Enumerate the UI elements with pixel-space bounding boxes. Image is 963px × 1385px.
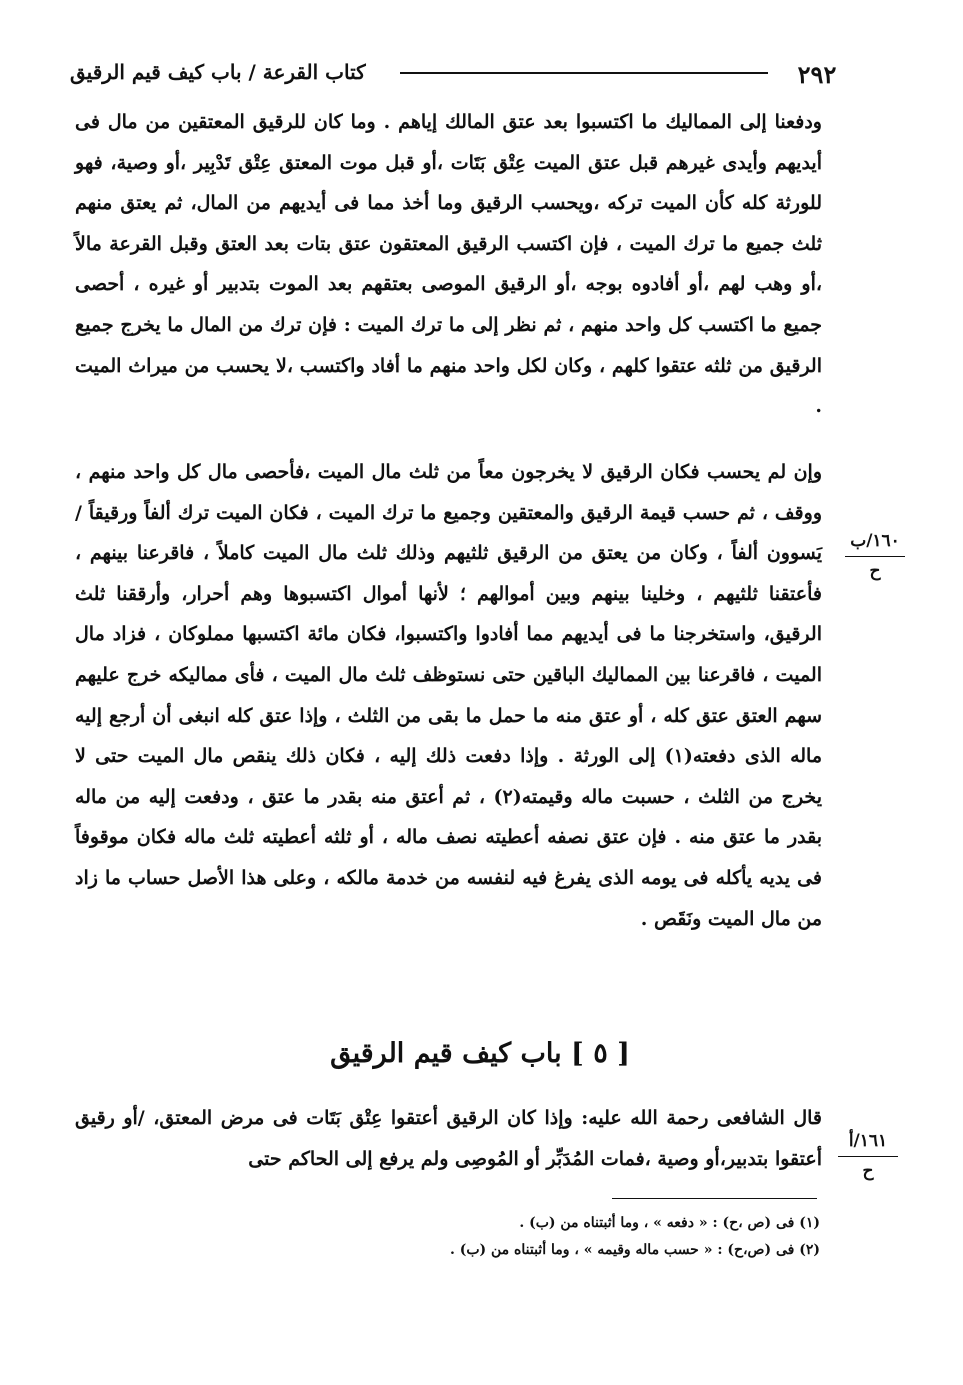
footnote-rule bbox=[612, 1198, 817, 1199]
margin-note-2-folio: ١٦١/أ bbox=[848, 1131, 888, 1151]
section-heading: [ ٥ ] باب كيف قيم الرقيق bbox=[330, 1038, 630, 1069]
margin-note-1-source: ح bbox=[869, 561, 881, 581]
margin-note-2 bbox=[838, 1130, 898, 1181]
paragraph-3 bbox=[75, 1098, 822, 1188]
paragraph-1 bbox=[75, 102, 822, 442]
margin-note-2-rule bbox=[838, 1156, 898, 1157]
footnote-2: (٢) فى (ص،ح) : « حسب ماله وقيمه » ، وما أثبتناه من (ب) . bbox=[449, 1242, 820, 1258]
margin-note-1 bbox=[845, 530, 905, 581]
margin-note-2-source: ح bbox=[862, 1161, 874, 1181]
running-title: كتاب القرعة / باب كيف قيم الرقيق bbox=[70, 60, 366, 84]
paragraph-3-text: قال الشافعى رحمة الله عليه: وإذا كان الرقيق أعتقوا عِتْق بَتَات فى مرض المعتق، /أو رقيق أعتقوا بتدبير،أو وصية ،فمات المُدَبِّر أو المُوصِى ولم يرفع إلى الحاكم حتى bbox=[75, 1107, 822, 1170]
header-rule bbox=[400, 72, 768, 74]
page-number: ٢٩٢ bbox=[797, 60, 837, 89]
margin-note-1-folio: ١٦٠/ب bbox=[850, 531, 900, 551]
paragraph-1-text: ودفعنا إلى المماليك ما اكتسبوا بعد عتق المالك إياهم . وما كان للرقيق المعتقين من مال فى أيديهم وأيدى غيرهم قبل عتق الميت عِتْق بَتَات ،أو قبل موت المعتق عِتْق تَدْبِير ،أو وصية، فهو للورثة كله كأن الميت تركه ،ويحسب الرقيق وما أخذ مما فى أيديهم من المال، ثم يعتق منهم ثلث جميع ما ترك الميت ، فإن اكتسب الرقيق المعتقون عتق بتات بعد العتق وقبل القرعة مالاً ،أو وهب لهم ،أو أفادوه بوجه ،أو الرقيق الموصى بعتقهم بعد الموت بتدبير أو غيره ، أحصى جميع ما اكتسب كل واحد منهم ، ثم نظر إلى ما ترك الميت : فإن ترك من المال ما يخرج جميع الرقيق من ثلثه عتقوا كلهم ، وكان لكل واحد منهم ما أفاد واكتسب ،لا يحسب من ميراث الميت . bbox=[75, 111, 822, 418]
footnotes bbox=[300, 1210, 820, 1264]
footnote-1: (١) فى (ص ،ح) : « دفعه » ، وما أثبتناه من (ب) . bbox=[519, 1215, 820, 1231]
paragraph-2-text: وإن لم يحسب فكان الرقيق لا يخرجون معاً من ثلث مال الميت ،فأحصى مال كل واحد منهم ، ووقف ، ثم حسب قيمة الرقيق والمعتقين وجميع ما ترك الميت ، فكان الميت ترك ألفاً ورقيقاً / يَسوون ألفاً ، وكان من يعتق من الرقيق ثلثيهم وذلك ثلث مال الميت كاملاً ، فاقرعنا بينهم ، فأعتقنا ثلثيهم ، وخلينا بينهم وبين أموالهم ؛ لأنها أموال اكتسبوها وهم أحرار، وأرققنا ثلث الرقيق، واستخرجنا ما فى أيديهم مما أفادوا واكتسبوا، فكان مائة اكتسبها مملوكان ، فزاد مال الميت ، فاقرعنا بين المماليك الباقين حتى نستوظف ثلث مال الميت ، فأى مماليكه خرج عليهم سهم العتق عتق كله ، أو عتق منه ما حمل ما بقى من الثلث ، وإذا عتق كله انبغى أن أرجع إليه ماله الذى دفعته(١) إلى الورثة . وإذا دفعت ذلك إليه ، فكان ذلك ينقص مال الميت حتى لا يخرج من الثلث ، حسبت ماله وقيمته(٢) ، ثم أعتق منه بقدر ما عتق ، ودفعت إليه من ماله بقدر ما عتق منه . فإن عتق نصفه أعطيته نصف ماله ، أو ثلثه أعطيته ثلث ماله فكان موقوفاً فى يديه يأكله فى يومه الذى يفرغ فيه لنفسه من خدمة مالكه ، وعلى هذا الأصل حساب ما زاد من مال الميت ونَقَص . bbox=[75, 461, 823, 930]
margin-note-1-rule bbox=[845, 556, 905, 557]
paragraph-2 bbox=[75, 452, 822, 1012]
